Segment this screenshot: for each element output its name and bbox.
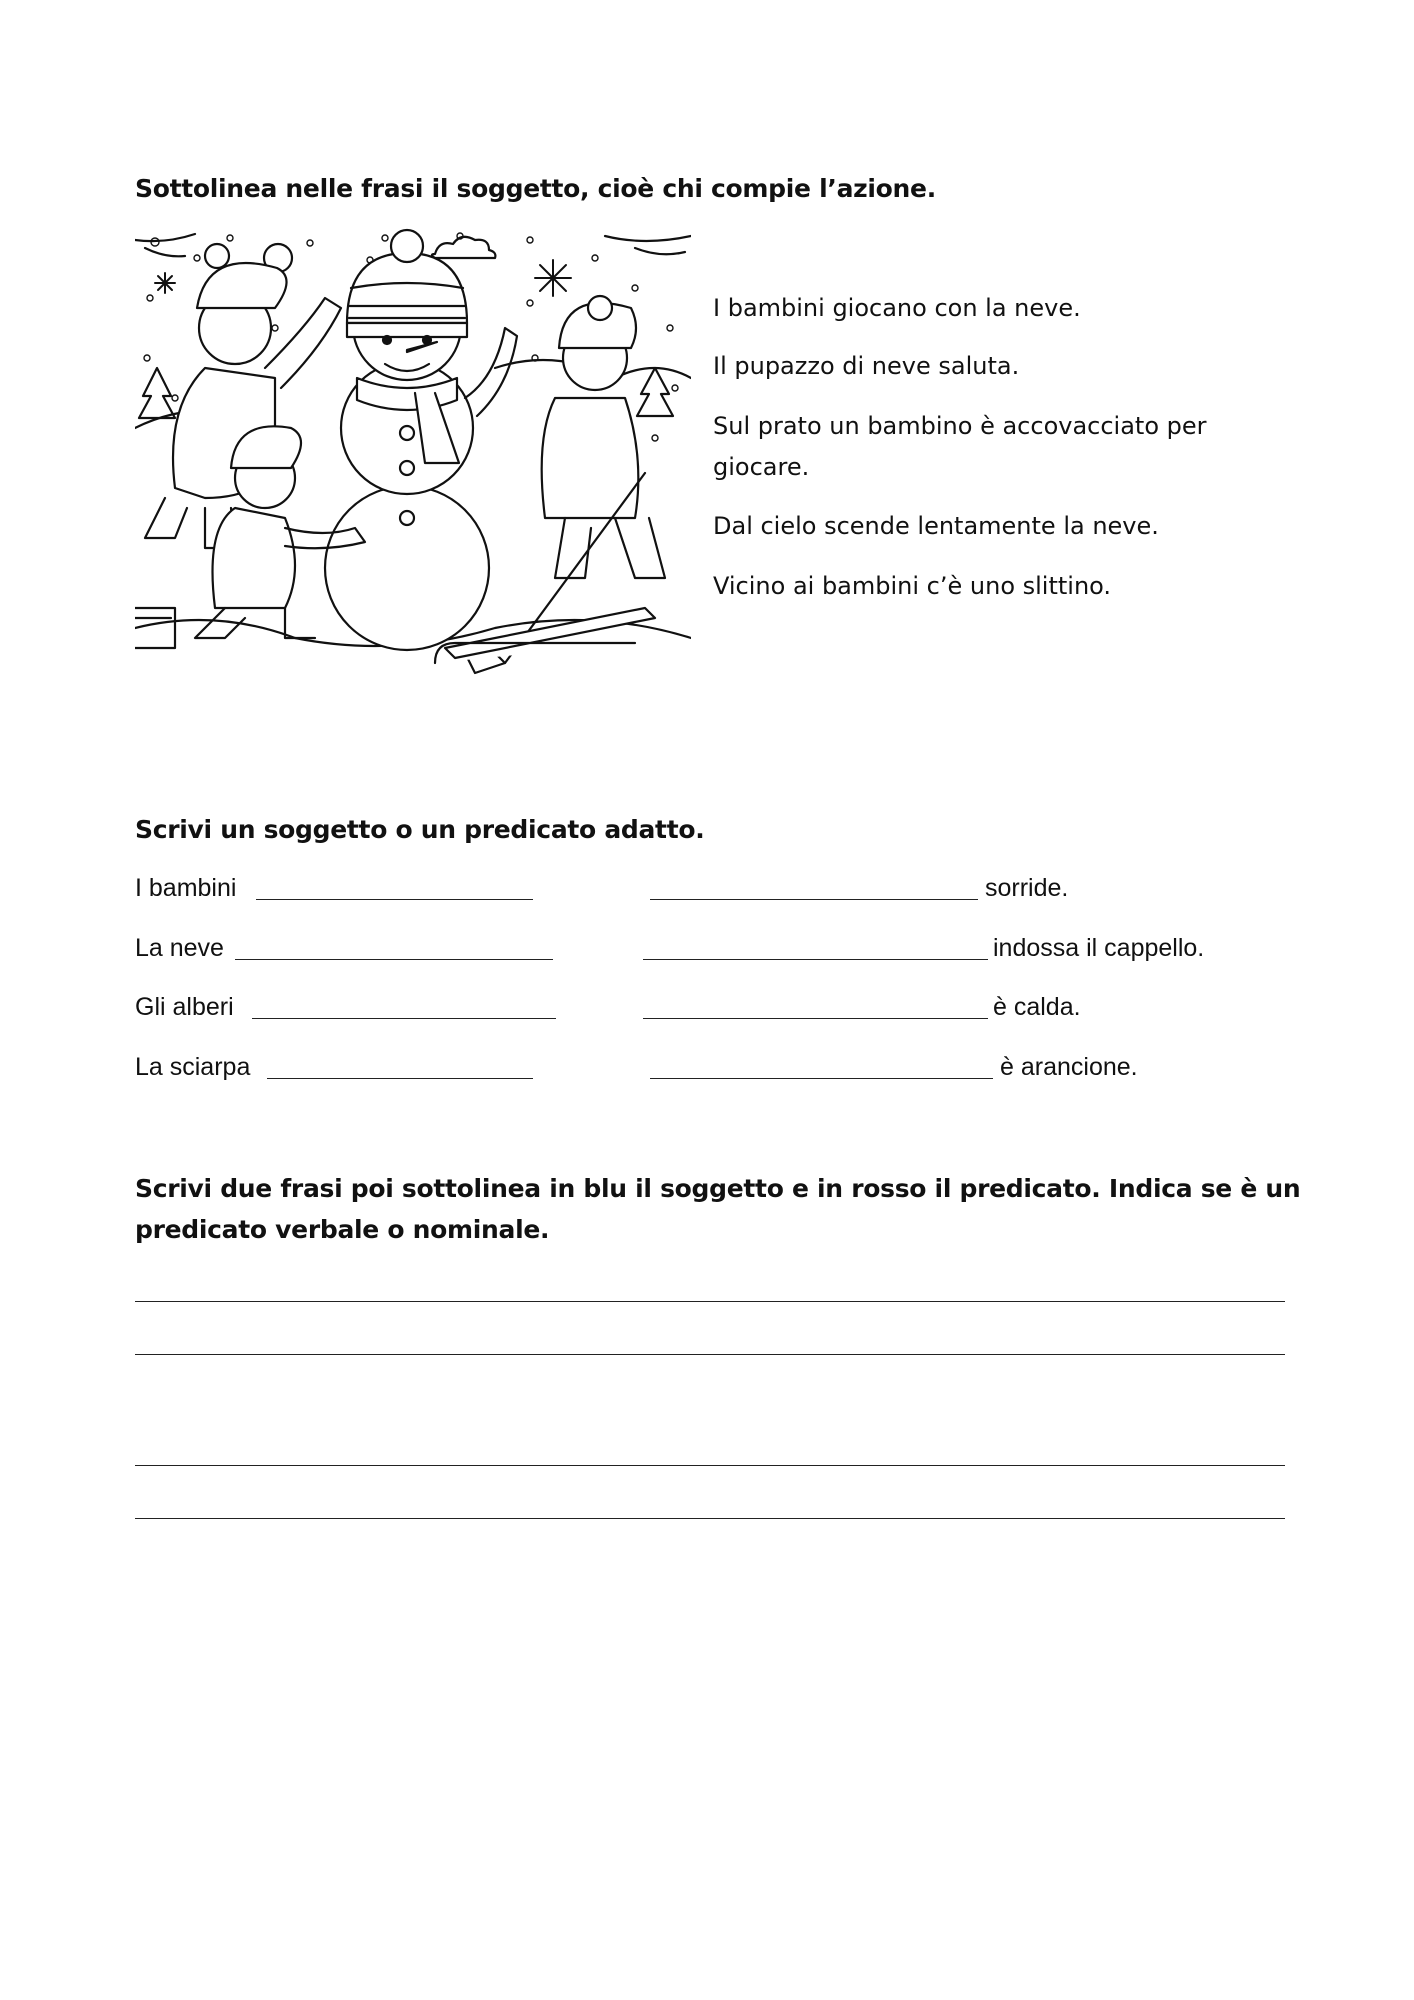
- row1-left-blank[interactable]: [256, 899, 533, 900]
- row2-right-text: indossa il cappello.: [993, 934, 1205, 962]
- row2-left-text: La neve: [135, 934, 224, 962]
- snowman-illustration: [135, 228, 691, 678]
- row3-right-text: è calda.: [993, 993, 1081, 1021]
- row3-left-blank[interactable]: [252, 1018, 556, 1019]
- exercise3-instruction-line1: Scrivi due frasi poi sottolinea in blu il soggetto e in rosso il predicato. Indica se è un: [135, 1174, 1301, 1203]
- sentence-4: Dal cielo scende lentamente la neve.: [713, 512, 1159, 540]
- row2-left-blank[interactable]: [235, 959, 553, 960]
- sentence-1: I bambini giocano con la neve.: [713, 294, 1081, 322]
- sentence-3: Sul prato un bambino è accovacciato per: [713, 412, 1207, 440]
- row1-left-text: I bambini: [135, 874, 237, 902]
- sentence-3-cont: giocare.: [713, 453, 810, 481]
- writing-line-1[interactable]: [135, 1301, 1285, 1302]
- row1-right-blank[interactable]: [650, 899, 978, 900]
- writing-line-4[interactable]: [135, 1518, 1285, 1519]
- row2-right-blank[interactable]: [643, 959, 988, 960]
- writing-line-3[interactable]: [135, 1465, 1285, 1466]
- writing-line-2[interactable]: [135, 1354, 1285, 1355]
- row4-left-text: La sciarpa: [135, 1053, 251, 1081]
- exercise3-instruction-line2: predicato verbale o nominale.: [135, 1215, 550, 1244]
- sentence-2: Il pupazzo di neve saluta.: [713, 352, 1020, 380]
- row1-right-text: sorride.: [985, 874, 1069, 902]
- row4-left-blank[interactable]: [267, 1078, 533, 1079]
- row3-right-blank[interactable]: [643, 1018, 988, 1019]
- exercise2-instruction: Scrivi un soggetto o un predicato adatto.: [135, 815, 705, 844]
- sentence-5: Vicino ai bambini c’è uno slittino.: [713, 572, 1112, 600]
- row4-right-blank[interactable]: [650, 1078, 993, 1079]
- row4-right-text: è arancione.: [1000, 1053, 1138, 1081]
- row3-left-text: Gli alberi: [135, 993, 234, 1021]
- exercise1-instruction: Sottolinea nelle frasi il soggetto, cioè chi compie l’azione.: [135, 174, 936, 203]
